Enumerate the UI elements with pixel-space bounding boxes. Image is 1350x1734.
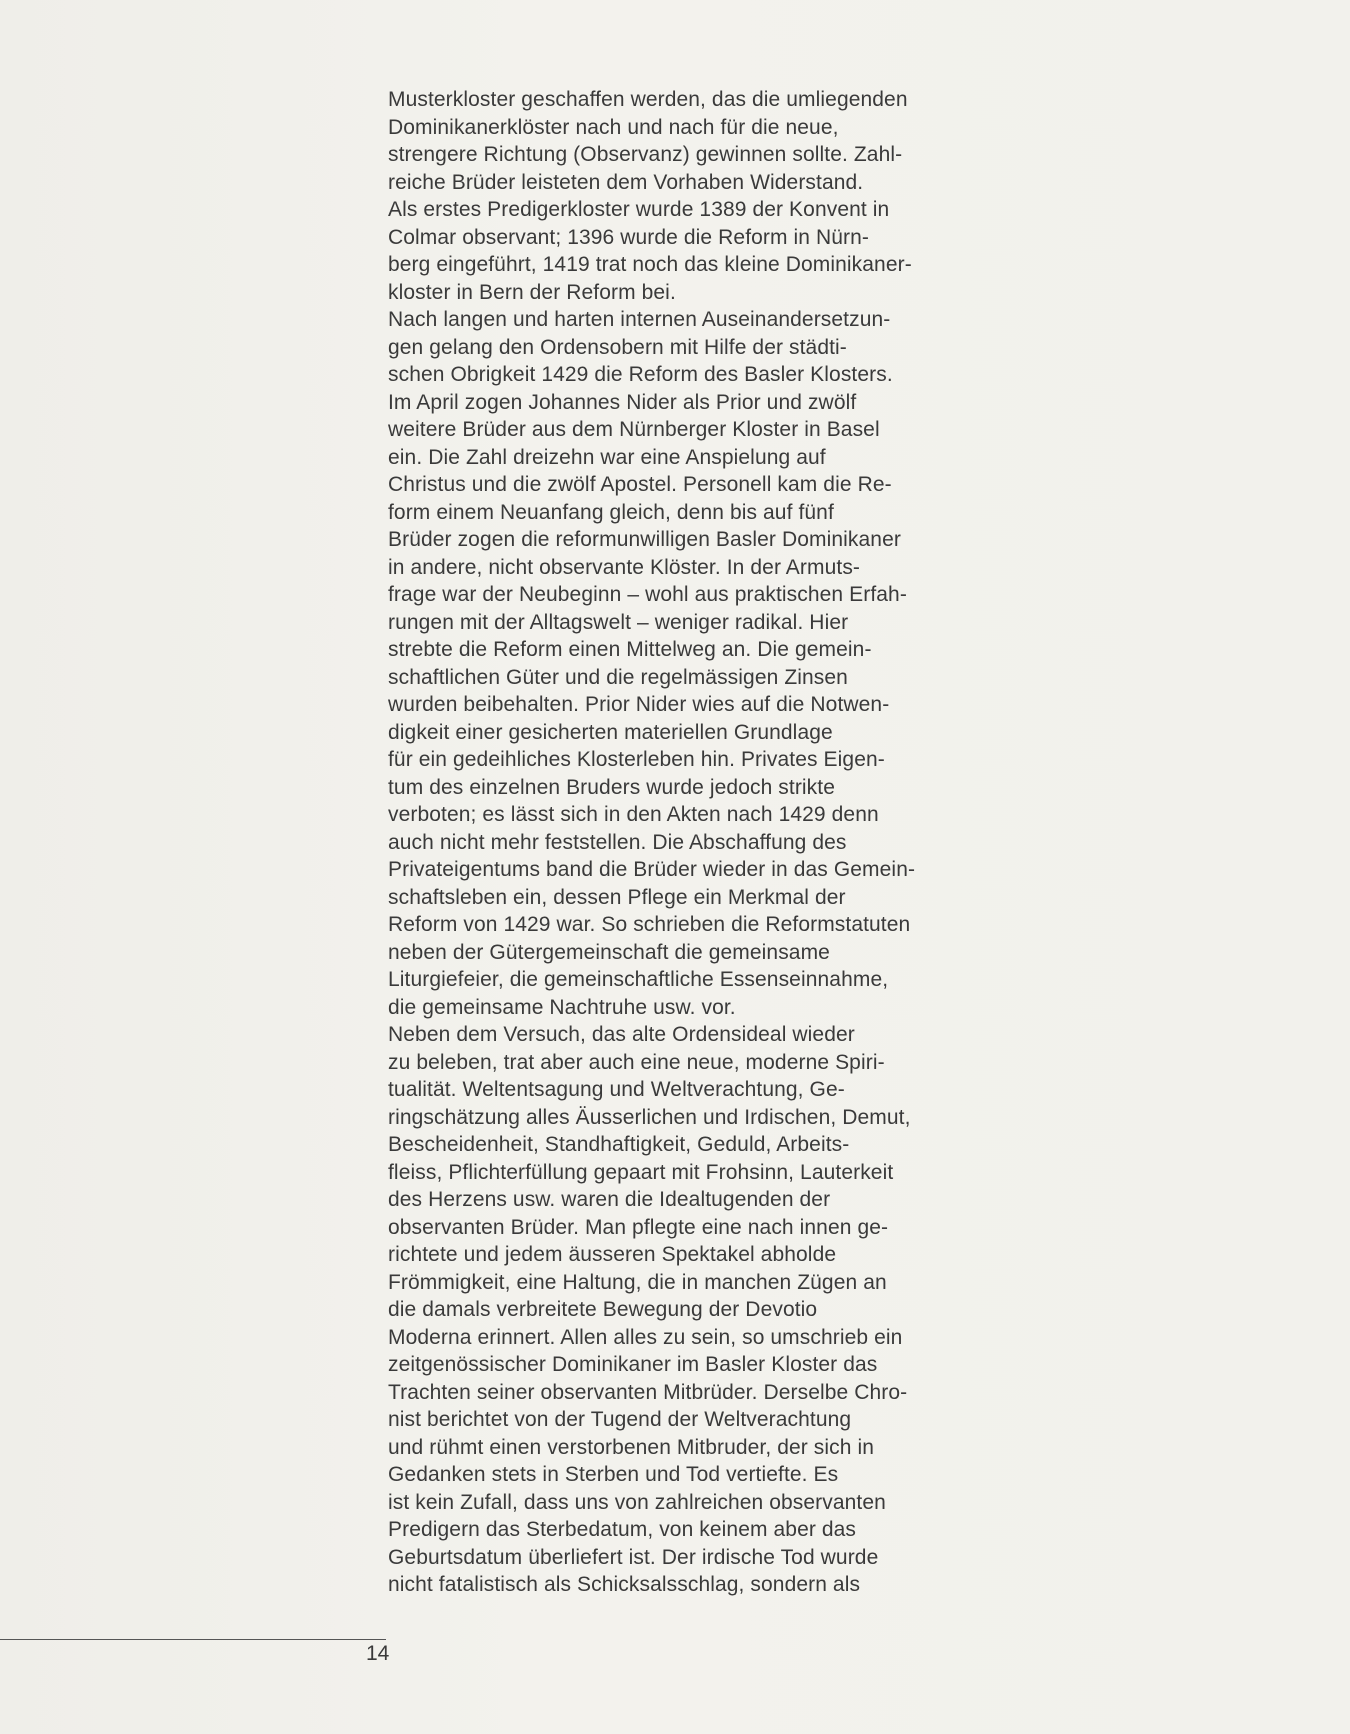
text-line: Gedanken stets in Sterben und Tod vertiefte. Es [388, 1463, 839, 1486]
text-line: verboten; es lässt sich in den Akten nach 1429 denn [388, 803, 879, 826]
text-line: Musterkloster geschaffen werden, das die umliegenden [388, 88, 908, 111]
body-text-column [388, 86, 1008, 1599]
text-line: in andere, nicht observante Klöster. In der Armuts- [388, 555, 861, 579]
text-line: Liturgiefeier, die gemeinschaftliche Essenseinnahme, [388, 968, 889, 991]
text-line: Dominikanerklöster nach und nach für die neue, [388, 115, 839, 139]
text-line: weitere Brüder aus dem Nürnberger Kloster in Basel [388, 418, 880, 441]
text-line: Geburtsdatum überliefert ist. Der irdische Tod wurde [388, 1545, 879, 1569]
text-line: Bescheidenheit, Standhaftigkeit, Geduld, Arbeits- [388, 1133, 850, 1156]
text-line: observanten Brüder. Man pflegte eine nach innen ge- [388, 1215, 889, 1239]
text-line: nist berichtet von der Tugend der Weltverachtung [388, 1408, 852, 1431]
text-line: des Herzens usw. waren die Idealtugenden der [388, 1188, 831, 1211]
text-line: auch nicht mehr feststellen. Die Abschaffung des [388, 830, 847, 854]
text-line: Predigern das Sterbedatum, von keinem aber das [388, 1518, 857, 1541]
text-line: berg eingeführt, 1419 trat noch das kleine Dominikaner- [388, 253, 912, 276]
text-line: Frömmigkeit, eine Haltung, die in manchen Zügen an [388, 1270, 887, 1294]
text-line: ringschätzung alles Äusserlichen und Irdischen, Demut, [388, 1105, 911, 1129]
page-number: 14 [366, 1642, 390, 1665]
text-line: kloster in Bern der Reform bei. [388, 280, 676, 304]
text-line: und rühmt einen verstorbenen Mitbruder, der sich in [388, 1435, 875, 1459]
text-line: schaftlichen Güter und die regelmässigen Zinsen [388, 665, 848, 689]
text-line: Privateigentums band die Brüder wieder in das Gemein- [388, 858, 916, 881]
text-line: Colmar observant; 1396 wurde die Reform in Nürn- [388, 225, 870, 249]
text-line: Reform von 1429 war. So schrieben die Reformstatuten [388, 913, 911, 936]
text-line: Trachten seiner observanten Mitbrüder. Derselbe Chro- [388, 1380, 908, 1404]
text-line: Neben dem Versuch, das alte Ordensideal wieder [388, 1023, 855, 1046]
text-line: tualität. Weltentsagung und Weltverachtung, Ge- [388, 1078, 845, 1101]
text-line: ist kein Zufall, dass uns von zahlreichen observanten [388, 1490, 886, 1514]
text-line: ein. Die Zahl dreizehn war eine Anspielung auf [388, 445, 826, 469]
text-line: strebte die Reform einen Mittelweg an. Die gemein- [388, 638, 872, 661]
text-line: Nach langen und harten internen Auseinandersetzun- [388, 308, 891, 331]
text-line: Als erstes Predigerkloster wurde 1389 der Konvent in [388, 198, 890, 221]
text-line: gen gelang den Ordensobern mit Hilfe der städti- [388, 335, 847, 359]
text-line: form einem Neuanfang gleich, denn bis auf fünf [388, 500, 834, 524]
text-line: digkeit einer gesicherten materiellen Grundlage [388, 720, 833, 744]
text-line: schen Obrigkeit 1429 die Reform des Basler Klosters. [388, 363, 893, 386]
text-line: zu beleben, trat aber auch eine neue, moderne Spiri- [388, 1050, 885, 1074]
text-line: nicht fatalistisch als Schicksalsschlag, sondern als [388, 1573, 861, 1596]
text-line: richtete und jedem äusseren Spektakel abholde [388, 1243, 837, 1266]
text-line: die damals verbreitete Bewegung der Devotio [388, 1298, 818, 1321]
text-line: Brüder zogen die reformunwilligen Basler Dominikaner [388, 528, 901, 551]
text-line: fleiss, Pflichterfüllung gepaart mit Frohsinn, Lauterkeit [388, 1160, 894, 1184]
text-line: schaftsleben ein, dessen Pflege ein Merkmal der [388, 885, 846, 909]
text-line: Moderna erinnert. Allen alles zu sein, so umschrieb ein [388, 1325, 903, 1349]
text-line: für ein gedeihliches Klosterleben hin. Privates Eigen- [388, 748, 885, 771]
text-line: rungen mit der Alltagswelt – weniger radikal. Hier [388, 610, 849, 634]
text-line: die gemeinsame Nachtruhe usw. vor. [388, 995, 736, 1019]
text-line: strengere Richtung (Observanz) gewinnen sollte. Zahl- [388, 143, 903, 166]
text-line: tum des einzelnen Bruders wurde jedoch strikte [388, 775, 835, 799]
text-line: frage war der Neubeginn – wohl aus praktischen Erfah- [388, 583, 907, 606]
text-line: zeitgenössischer Dominikaner im Basler Kloster das [388, 1353, 878, 1376]
text-line: Christus und die zwölf Apostel. Personell kam die Re- [388, 473, 892, 496]
text-line: wurden beibehalten. Prior Nider wies auf die Notwen- [388, 693, 890, 716]
footer-rule [0, 1639, 386, 1640]
text-line: reiche Brüder leisteten dem Vorhaben Widerstand. [388, 170, 864, 194]
text-line: Im April zogen Johannes Nider als Prior und zwölf [388, 390, 857, 414]
text-line: neben der Gütergemeinschaft die gemeinsame [388, 940, 830, 964]
